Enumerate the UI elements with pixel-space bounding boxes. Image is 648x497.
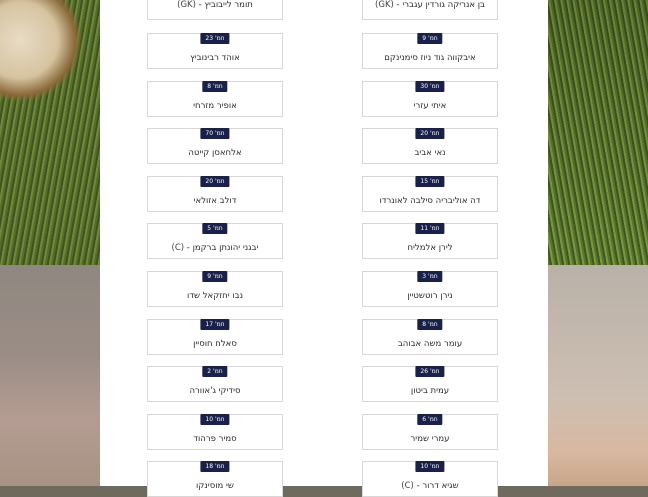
player-name: לירן אלמליח [407, 243, 453, 254]
player-name: תומר לייבוביץ - (GK) [177, 0, 253, 10]
squad-panel [100, 0, 548, 492]
jersey-number-badge: חמ' 11 [415, 223, 444, 234]
player-card[interactable] [147, 461, 283, 497]
player-card[interactable] [147, 128, 283, 164]
jersey-number-badge: חמ' 18 [200, 461, 229, 472]
player-name: עמית ביטון [410, 386, 450, 397]
player-card[interactable] [362, 461, 498, 497]
player-card[interactable] [362, 33, 498, 69]
player-card[interactable] [147, 33, 283, 69]
player-card[interactable] [362, 81, 498, 117]
jersey-number-badge: חמ' 15 [415, 176, 444, 187]
jersey-number-badge: חמ' 9 [202, 271, 227, 282]
jersey-number-badge: חמ' 70 [200, 128, 229, 139]
player-name: נאי אביב [414, 148, 446, 159]
player-card[interactable] [362, 414, 498, 450]
player-card[interactable] [362, 128, 498, 164]
player-name: עמרי שמיר [410, 433, 450, 444]
jersey-number-badge: חמ' 17 [200, 319, 229, 330]
player-name: נבו יחזקאל שדו [187, 291, 243, 301]
player-card[interactable] [362, 319, 498, 355]
player-card[interactable] [362, 0, 498, 20]
player-name: דולב אזולאי [193, 195, 237, 206]
jersey-number-badge: חמ' 10 [415, 461, 444, 472]
player-name: איבקווה גוד ניוז סימנינקם [384, 53, 476, 63]
jersey-number-badge: חמ' 8 [202, 81, 227, 92]
player-name: סמיר פרהוד [193, 433, 237, 444]
jersey-number-badge: חמ' 3 [417, 271, 442, 282]
player-card[interactable] [147, 81, 283, 117]
captain-tag: (C) [171, 243, 185, 254]
jersey-number-badge: חמ' 8 [417, 319, 442, 330]
background-blur-right [548, 265, 648, 486]
player-card[interactable] [147, 414, 283, 450]
grass-image [548, 0, 648, 265]
jersey-number-badge: חמ' 9 [417, 33, 442, 44]
jersey-number-badge: חמ' 5 [202, 223, 227, 234]
player-card[interactable] [147, 176, 283, 212]
player-card[interactable] [147, 366, 283, 402]
player-card[interactable] [362, 271, 498, 307]
jersey-number-badge: חמ' 6 [417, 414, 442, 425]
player-card[interactable] [362, 223, 498, 259]
player-card[interactable] [362, 366, 498, 402]
player-card[interactable] [147, 223, 283, 259]
player-card[interactable] [147, 319, 283, 355]
player-card[interactable] [147, 271, 283, 307]
player-name: שגיא דרור - (C) [401, 481, 459, 492]
player-name: יבגני יהונתן ברקמן - (C) [171, 243, 259, 254]
player-name: עומר משה אבוהב [397, 338, 463, 349]
jersey-number-badge: חמ' 10 [200, 414, 229, 425]
player-card[interactable] [362, 176, 498, 212]
player-name: איתי עזרי [413, 100, 447, 111]
captain-tag: (C) [401, 481, 414, 492]
jersey-number-badge: חמ' 20 [200, 176, 229, 187]
jersey-number-badge: חמ' 23 [200, 33, 229, 44]
soccer-ball-image [0, 0, 100, 265]
player-name: שי מוסינקו [196, 481, 234, 492]
jersey-number-badge: חמ' 20 [415, 128, 444, 139]
player-name: נירן רוטשטיין [407, 291, 453, 301]
player-name: סאלח חוסיין [193, 338, 237, 349]
player-name: אלחאסן קייטה [188, 148, 242, 159]
player-name: דה אוליבריה סילבה לאונרדו [379, 195, 481, 206]
player-name: אוהד רבינוביץ [190, 53, 240, 63]
player-name: אופיר מזרחי [193, 100, 237, 111]
jersey-number-badge: חמ' 30 [415, 81, 444, 92]
player-name: סידיקי ג'אוורה [189, 386, 241, 397]
background-blur-left [0, 265, 100, 486]
jersey-number-badge: חמ' 26 [415, 366, 444, 377]
jersey-number-badge: חמ' 2 [202, 366, 227, 377]
player-name: בן אנריקה גורדין עגברי - (GK) [375, 0, 485, 10]
player-card[interactable] [147, 0, 283, 20]
